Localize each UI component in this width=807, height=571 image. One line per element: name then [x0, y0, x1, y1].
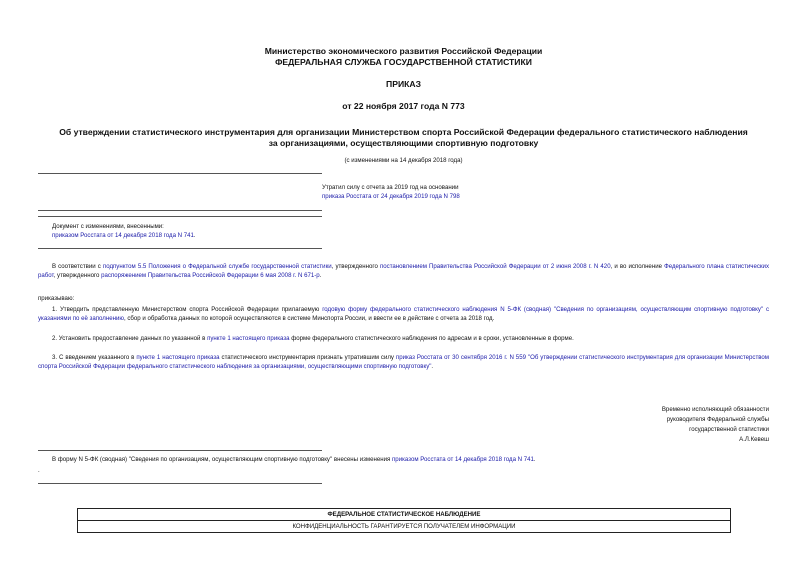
decree-link[interactable]: распоряжением Правительства Российской Федерации 6 мая 2008 г. N 671-р [101, 272, 320, 279]
item-text: , сбор и обработка данных по которой осуществляются в системе Минспорта России, и ввести ее в действие с отчета за 2018 год. [123, 315, 495, 322]
invalid-link[interactable]: приказа Росстата от 24 декабря 2019 года N 798 [322, 193, 460, 200]
ministry-name: Министерство экономического развития Российской Федерации [264, 46, 543, 56]
signature-line: Временно исполняющий обязанности [661, 406, 769, 413]
item-1-paragraph [38, 305, 769, 323]
signatory-name: А.Л.Кевеш [739, 436, 769, 443]
plan-link[interactable]: Федерального плана статистических работ [38, 263, 770, 279]
signature-line: государственной статистики [689, 426, 769, 433]
item-text: . [431, 363, 434, 370]
period: . [193, 232, 196, 239]
amendments-note: (с изменениями на 14 декабря 2018 года) [344, 157, 463, 164]
period: . [533, 456, 536, 463]
preamble-text: , утвержденного [331, 263, 380, 270]
form-note-link[interactable]: приказом Росстата от 14 декабря 2018 года N 741 [392, 456, 534, 463]
doc-changes-text: Документ с изменениями, внесенными: [52, 223, 164, 230]
preamble-text: . [319, 272, 322, 279]
confidentiality-box [77, 508, 731, 533]
doc-changes-link[interactable]: приказом Росстата от 14 декабря 2018 года N 741 [52, 232, 194, 239]
repealed-order-link[interactable]: приказ Росстата от 30 сентября 2016 г. N 559 "Об утверждении статистического инструментария для организации Министерством спорта Российской Федерации федерального статистического наблюдения за организациями, осуществляющими спортивную подготовку" [38, 354, 769, 370]
document-date-number: от 22 ноября 2017 года N 773 [342, 101, 465, 111]
invalid-text: Утратил силу с отчета за 2019 год на основании [322, 184, 459, 191]
item-2-paragraph [38, 334, 769, 343]
item-text: 1. Утвердить представленную Министерством спорта Российской Федерации прилагаемую [52, 306, 323, 313]
status-block [322, 183, 622, 201]
form-link[interactable]: годовую форму федерального статистического наблюдения N 5-ФК (сводная) "Сведения по организациям, осуществляющим спортивную подготовку" с указаниями по её заполнению [38, 306, 770, 322]
period: . [38, 467, 40, 474]
divider [38, 216, 322, 217]
form-note [52, 455, 772, 464]
signature-line: руководителя Федеральной службы [666, 416, 769, 423]
item-text: 3. С введением указанного в [52, 354, 137, 361]
regulation-link[interactable]: подпунктом 5.5 Положения о Федеральной службе государственной статистики [102, 263, 332, 270]
divider [38, 450, 322, 451]
preamble-text: В соответствии с [52, 263, 103, 270]
doc-changes-block [52, 222, 352, 240]
item-3-paragraph [38, 353, 769, 371]
resolution-link[interactable]: постановлением Правительства Российской Федерации от 2 июня 2008 г. N 420 [379, 263, 611, 270]
document-type: ПРИКАЗ [386, 79, 421, 89]
signature-block [662, 405, 769, 445]
preamble-text: , и во исполнение [610, 263, 665, 270]
clause-link[interactable]: пункте 1 настоящего приказа [207, 335, 290, 342]
item-text: 2. Установить предоставление данных по указанной в [52, 335, 208, 342]
divider [38, 483, 322, 484]
service-name: ФЕДЕРАЛЬНАЯ СЛУЖБА ГОСУДАРСТВЕННОЙ СТАТИСТИКИ [275, 57, 532, 67]
document-title: Об утверждении статистического инструментария для организации Министерством спорта Российской Федерации федерального статистического наблюдения за организациями, осуществляющими спортивную подготовку [59, 127, 748, 148]
clause-link[interactable]: пункте 1 настоящего приказа [136, 354, 220, 361]
divider [38, 210, 322, 211]
divider [38, 173, 322, 174]
item-text: форме федерального статистического наблюдения по адресам и в сроки, установленные в форме. [289, 335, 574, 342]
confidentiality-label: КОНФИДЕНЦИАЛЬНОСТЬ ГАРАНТИРУЕТСЯ ПОЛУЧАТЕЛЕМ ИНФОРМАЦИИ [78, 520, 730, 532]
item-text: статистического инструментария признать утратившим силу [219, 354, 396, 361]
form-note-text: В форму N 5-ФК (сводная) "Сведения по организациям, осуществляющим спортивную подготовку" внесены изменения [52, 456, 392, 463]
federal-observation-label: ФЕДЕРАЛЬНОЕ СТАТИСТИЧЕСКОЕ НАБЛЮДЕНИЕ [327, 511, 481, 518]
order-word: приказываю: [38, 295, 75, 302]
preamble-text: , утвержденного [53, 272, 102, 279]
divider [38, 248, 322, 249]
preamble-paragraph [38, 262, 769, 280]
